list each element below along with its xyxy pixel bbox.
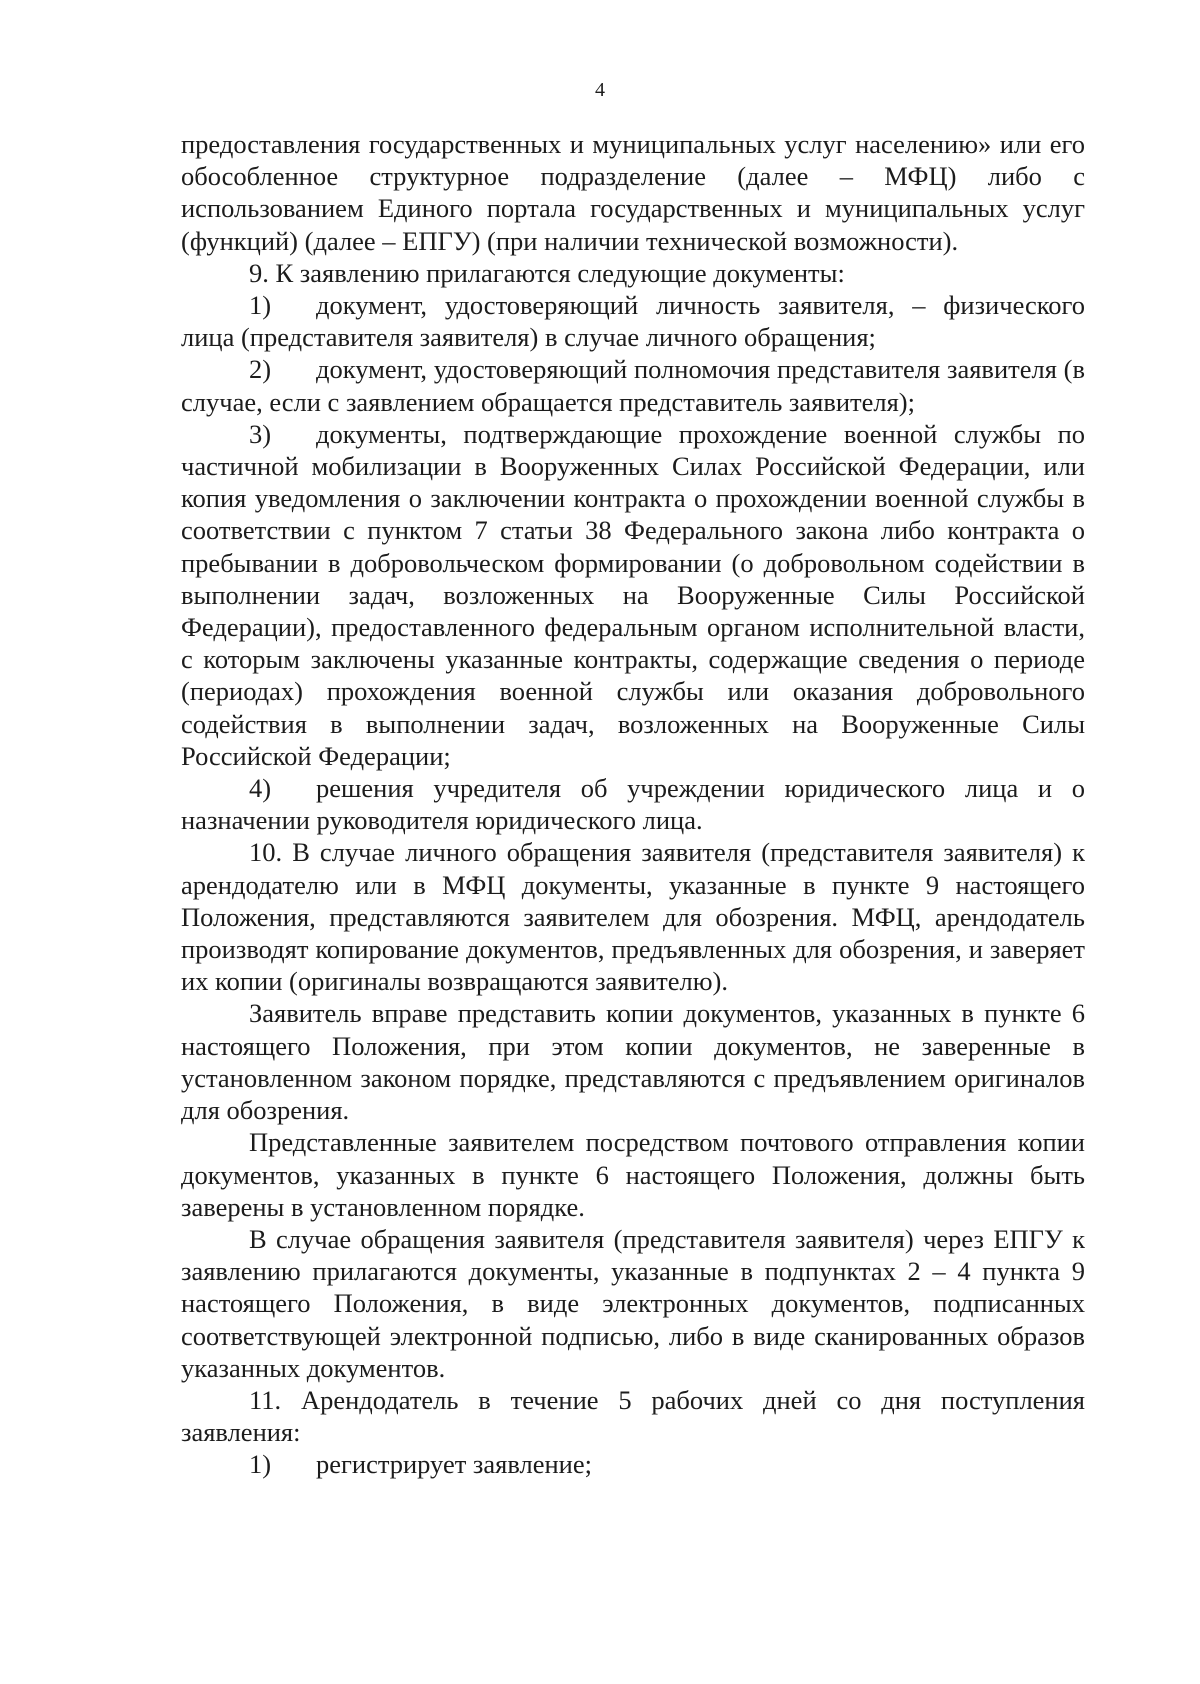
paragraph-epgu-documents: В случае обращения заявителя (представителя заявителя) через ЕПГУ к заявлению прилагаются документы, указанные в подпунктах 2 – 4 пункта 9 настоящего Положения, в виде электронных документов, подписанных соответствующей электронной подписью, либо в виде сканированных образов указанных документов. xyxy=(181,1223,1085,1383)
document-body xyxy=(181,128,1085,1481)
list-item-9-2 xyxy=(181,353,1085,417)
list-item-9-3 xyxy=(181,418,1085,772)
list-item-number: 3) xyxy=(249,418,272,449)
list-item-11-1 xyxy=(181,1448,1085,1480)
list-item-9-4 xyxy=(181,772,1085,836)
list-item-number: 4) xyxy=(249,773,272,804)
list-item-text: документ, удостоверяющий личность заявителя, – физического лица (представителя заявителя) в случае личного обращения; xyxy=(181,290,1085,353)
list-item-number: 1) xyxy=(249,290,272,321)
list-item-text: документы, подтверждающие прохождение военной службы по частичной мобилизации в Вооруженных Силах Российской Федерации, или копия уведомления о заключении контракта о прохождении военной службы в соответствии с пунктом 7 статьи 38 Федерального закона либо контракта о пребывании в добровольческом формировании (о добровольном содействии в выполнении задач, возложенных на Вооруженные Силы Российской Федерации), предоставленного федеральным органом исполнительной власти, с которым заключены указанные контракты, содержащие сведения о периоде (периодах) прохождения военной службы или оказания добровольного содействия в выполнении задач, возложенных на Вооруженные Силы Российской Федерации; xyxy=(181,418,1085,771)
paragraph-postal-copies: Представленные заявителем посредством почтового отправления копии документов, указанных в пункте 6 настоящего Положения, должны быть заверены в установленном порядке. xyxy=(181,1127,1085,1222)
list-item-9-1 xyxy=(181,289,1085,353)
paragraph-10: 10. В случае личного обращения заявителя (представителя заявителя) к арендодателю или в МФЦ документы, указанные в пункте 9 настоящего Положения, представляются заявителем для обозрения. МФЦ, арендодатель производят копирование документов, предъявленных для обозрения, и заверяет их копии (оригиналы возвращаются заявителю). xyxy=(181,837,1085,997)
paragraph-continuation: предоставления государственных и муниципальных услуг населению» или его обособленное структурное подразделение (далее – МФЦ) либо с использованием Единого портала государственных и муниципальных услуг (функций) (далее – ЕПГУ) (при наличии технической возможности). xyxy=(181,129,1085,256)
paragraph-copies-submission: Заявитель вправе представить копии документов, указанных в пункте 6 настоящего Положения, при этом копии документов, не заверенные в установленном законом порядке, представляются с предъявлением оригиналов для обозрения. xyxy=(181,998,1085,1126)
paragraph-9-heading: 9. К заявлению прилагаются следующие документы: xyxy=(249,257,845,288)
list-item-text: решения учредителя об учреждении юридического лица и о назначении руководителя юридического лица. xyxy=(181,773,1085,836)
page-number: 4 xyxy=(595,79,605,101)
list-item-number: 2) xyxy=(249,354,272,385)
list-item-number: 1) xyxy=(249,1449,272,1480)
paragraph-11: 11. Арендодатель в течение 5 рабочих дней со дня поступления заявления: xyxy=(181,1384,1085,1448)
list-item-text: регистрирует заявление; xyxy=(316,1449,592,1480)
list-item-text: документ, удостоверяющий полномочия представителя заявителя (в случае, если с заявлением обращается представитель заявителя); xyxy=(181,354,1085,417)
